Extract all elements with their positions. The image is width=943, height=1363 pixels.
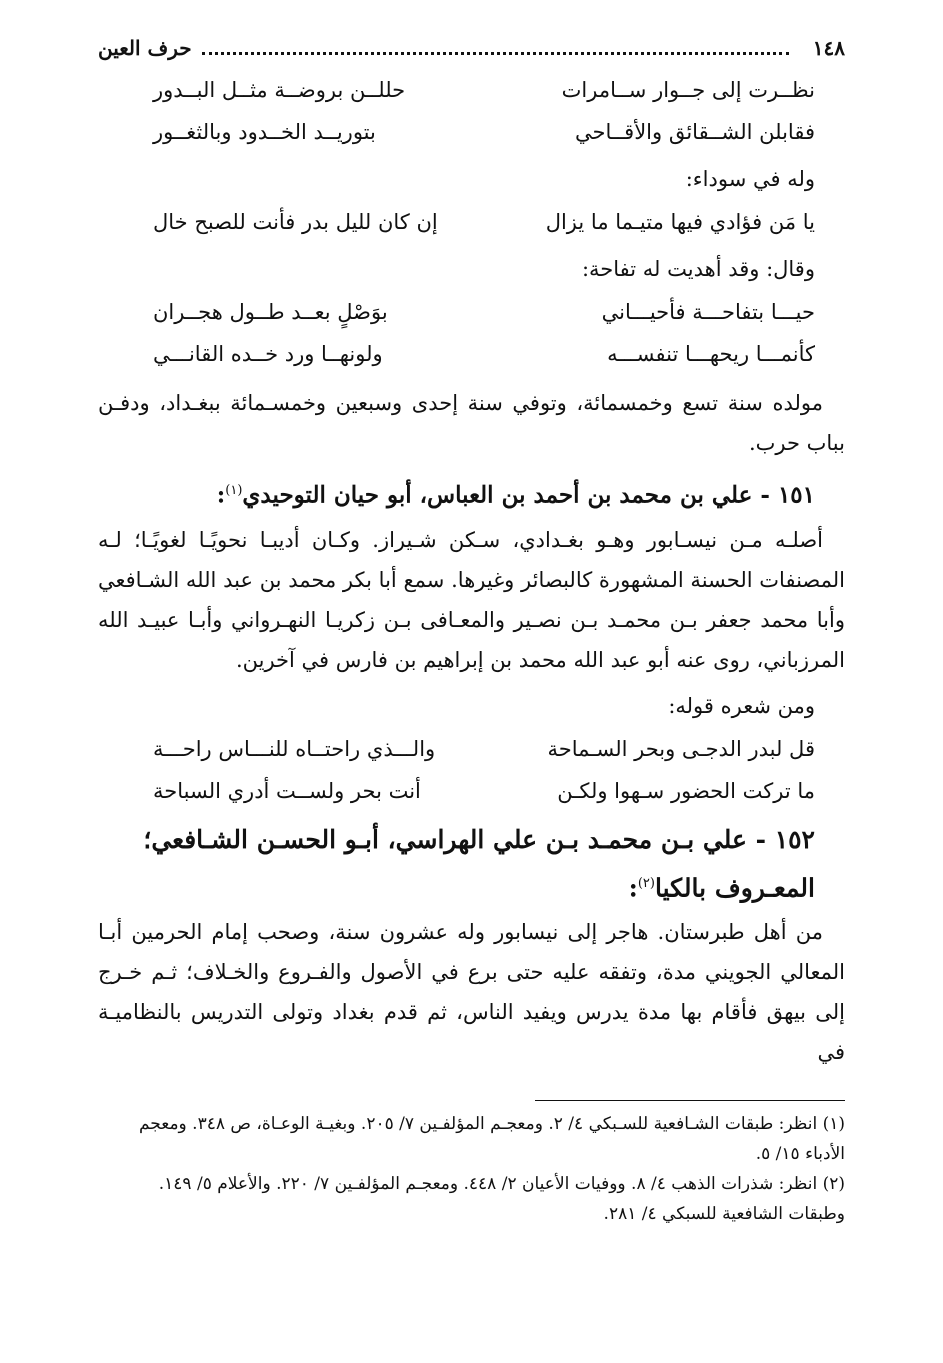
footnote-2: (٢) انظر: شذرات الذهب ٤/ ٨. ووفيات الأعيان ٢/ ٤٤٨. ومعجـم المؤلفـين ٧/ ٢٢٠. والأعلام ٥/ ١٤٩. وطبقات الشافعية للسبكي ٤/ ٢٨١. <box>158 1173 845 1224</box>
footnote-1: (١) انظر: طبقات الشـافعية للسـبكي ٤/ ٢. ومعجـم المؤلفـين ٧/ ٢٠٥. وبغيـة الوعـاة، ص ٣٤٨. ومعجم الأدباء ١٥/ ٥. <box>138 1113 845 1164</box>
verse-first-hemistich: قل لبدر الدجـى وبحر السـماحة <box>547 736 815 761</box>
poem-151 <box>98 728 845 812</box>
entry-heading-151 <box>98 469 845 518</box>
verse-second-hemistich: إن كان لليل بدر فأنت للصبح خال <box>153 210 438 234</box>
verse-first-hemistich: كأنمـــا ريحهـــا تنفســـه <box>607 342 815 366</box>
poem-1 <box>98 69 845 153</box>
verse-line <box>98 69 845 111</box>
verse-line <box>98 770 845 812</box>
heading-colon: : <box>628 872 638 902</box>
poem-intro: وله في سوداء: <box>685 167 815 191</box>
entry-title: ١٥١ - علي بن محمد بن أحمد بن العباس، أبو حيان التوحيدي <box>242 481 815 509</box>
poem-intro: وقال: وقد أهديت له تفاحة: <box>581 257 815 281</box>
verse-line <box>98 111 845 153</box>
poem-3 <box>98 291 845 375</box>
verse-first-hemistich: نظــرت إلى جــوار ســامرات <box>561 78 815 102</box>
verse-second-hemistich: حللــن بروضــة مثــل البــدور <box>153 78 406 102</box>
entry-paragraph-152: من أهل طبرستان. هاجر إلى نيسابور وله عشرون سنة، وصحب إمام الحرمين أبـا المعالي الجويني مدة، وتفقه عليه حتى برع في الأصول والفـروع والخـلاف؛ ثـم خـرج إلى بيهق فأقام بها مدة يدرس ويفيد الناس، ثم قدم بغداد وتولى التدريس بالنظاميـة في <box>98 919 845 1064</box>
verse-first-hemistich: يا مَن فؤادي فيها متيـما ما يزال <box>545 210 815 234</box>
page-header <box>98 36 845 69</box>
verse-first-hemistich: حيـــا بتفاحـــة فأحيـــاني <box>601 300 815 324</box>
verse-line <box>98 291 845 333</box>
verse-second-hemistich: ولونهــا ورد خــده القانـــي <box>153 342 383 366</box>
verse-line <box>98 728 845 770</box>
verse-second-hemistich: أنت بحر ولســت أدري السباحة <box>153 778 421 803</box>
entry-title: ١٥٢ - علي بـن محمـد بـن علي الهراسي، أبـو الحسـن الشـافعي؛ المعـروف بالكيا <box>143 824 815 902</box>
verse-second-hemistich: بوَصْلٍ بعــد طــول هجــران <box>153 300 388 324</box>
verse-first-hemistich: فقابلن الشــقائق والأقــاحي <box>574 120 815 144</box>
verse-first-hemistich: ما تركت الحضور سـهوا ولكـن <box>557 778 815 803</box>
header-leader-dots <box>202 52 789 55</box>
footnote-ref: (٢) <box>637 875 655 891</box>
chapter-title: حرف العين <box>98 36 192 60</box>
entry-heading-152 <box>98 818 845 910</box>
verse-second-hemistich: بتوريــد الخــدود وبالثغــور <box>153 120 376 144</box>
page-number: ١٤٨ <box>812 36 845 60</box>
entry-paragraph-151: أصلـه مـن نيسـابور وهـو بغـدادي، سـكن شـيراز. وكـان أديبـا نحويًـا لغويًـا؛ لـه المصنفات الحسنة المشهورة كالبصائر وغيرها. سمع أبا بكر محمد بن عبد الله الشـافعي وأبا محمد جعفر بـن محمـد بـن نصـير والمعـافى بـن زكريـا النهـرواني وأبـا عبيـد الله المرزباني، روى عنه أبو عبد الله محمد بن إبراهيم بن فارس في آخرين. <box>98 527 845 672</box>
heading-colon: : <box>216 481 226 509</box>
verse-line <box>98 333 845 375</box>
poem-intro: ومن شعره قوله: <box>668 693 815 718</box>
footnote-ref: (١) <box>225 483 243 498</box>
footnote-divider <box>535 1100 845 1101</box>
verse-second-hemistich: والـــذي راحتــاه للنـــاس راحـــة <box>153 736 436 761</box>
body-paragraph: مولده سنة تسع وخمسمائة، وتوفي سنة إحدى وسبعين وخمسـمائة ببغـداد، ودفـن بباب حرب. <box>98 391 845 455</box>
verse-line <box>98 201 845 243</box>
